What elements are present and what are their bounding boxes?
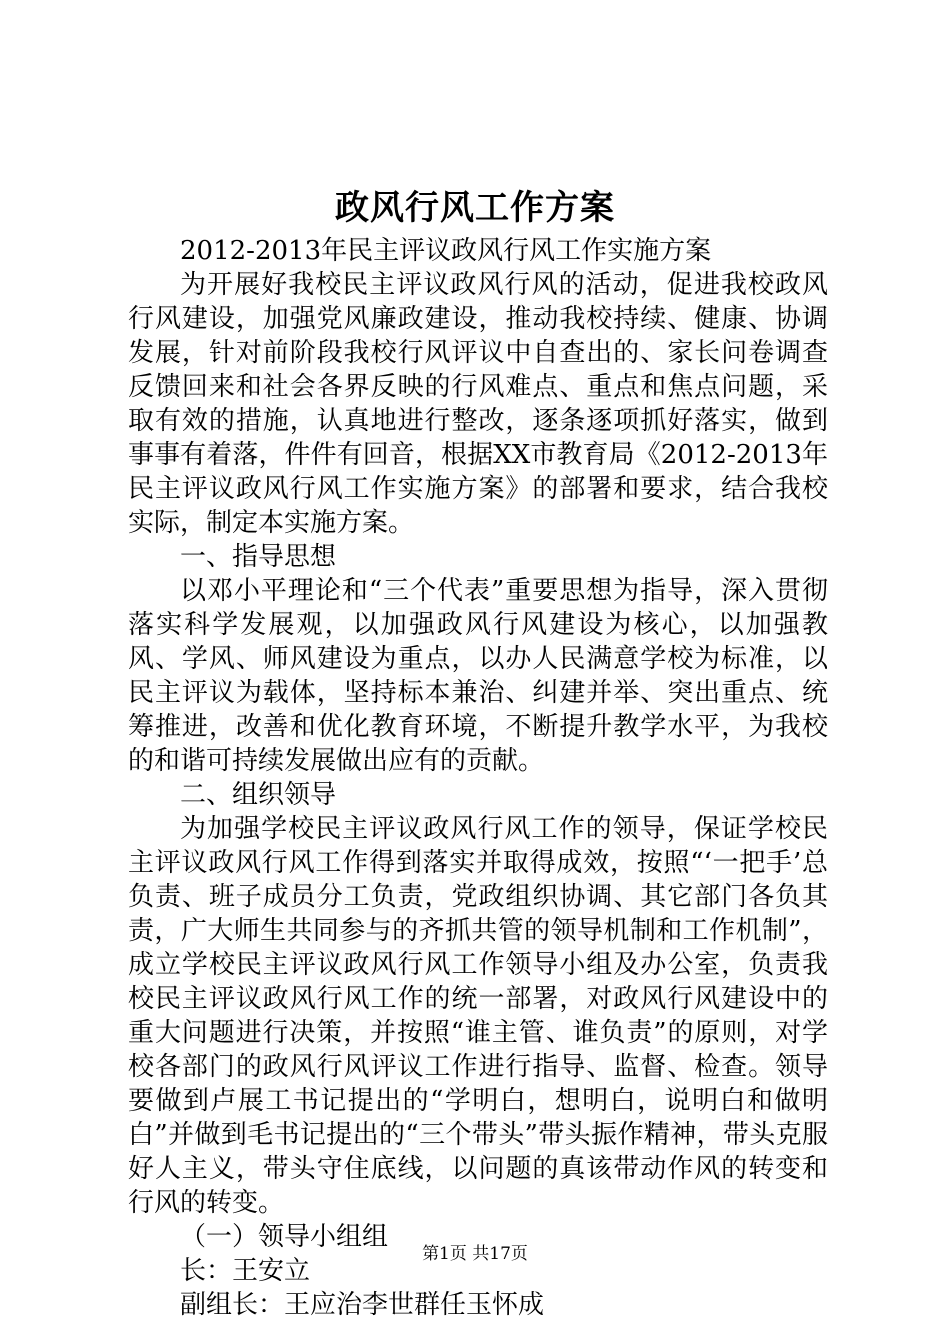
page-footer: 第1页 共17页 xyxy=(422,1244,528,1264)
guiding-thought-paragraph: 以邓小平理论和“三个代表”重要思想为指导，深入贯彻落实科学发展观，以加强政风行风建设为核心，以加强教风、学风、师风建设为重点，以办人民满意学校为标准，以民主评议为载体，坚持标本兼治、纠建并举、突出重点、统筹推进，改善和优化教育环境，不断提升教学水平，为我校的和谐可持续发展做出应有的贡献。 xyxy=(128,576,828,776)
section-heading-organization: 二、组织领导 xyxy=(180,780,337,810)
group-leader-line: 长：王安立 xyxy=(180,1256,311,1286)
subsection-heading-leading-group: （一）领导小组组 xyxy=(180,1222,389,1252)
document-title: 政风行风工作方案 xyxy=(335,188,615,228)
organization-paragraph: 为加强学校民主评议政风行风工作的领导，保证学校民主评议政风行风工作得到落实并取得成效，按照“‘一把手’总负责、班子成员分工负责，党政组织协调、其它部门各负其责，广大师生共同参与的齐抓共管的领导机制和工作机制”，成立学校民主评议政风行风工作领导小组及办公室，负责我校民主评议政风行风工作的统一部署，对政风行风建设中的重大问题进行决策，并按照“谁主管、谁负责”的原则，对学校各部门的政风行风评议工作进行指导、监督、检查。领导要做到卢展工书记提出的“学明白，想明白，说明白和做明白”并做到毛书记提出的“三个带头”带头振作精神，带头克服好人主义，带头守住底线，以问题的真该带动作风的转变和行风的转变。 xyxy=(128,814,828,1218)
deputy-leader-line: 副组长：王应治李世群任玉怀成 xyxy=(180,1290,545,1320)
subtitle-paragraph: 2012-2013年民主评议政风行风工作实施方案 xyxy=(180,236,712,266)
document-body xyxy=(128,234,828,1322)
section-heading-guiding-thought: 一、指导思想 xyxy=(180,542,337,572)
intro-paragraph: 为开展好我校民主评议政风行风的活动，促进我校政风行风建设，加强党风廉政建设，推动我校持续、健康、协调发展，针对前阶段我校行风评议中自查出的、家长问卷调查反馈回来和社会各界反映的行风难点、重点和焦点问题，采取有效的措施，认真地进行整改，逐条逐项抓好落实，做到事事有着落，件件有回音，根据XX市教育局《2012-2013年民主评议政风行风工作实施方案》的部署和要求，结合我校实际，制定本实施方案。 xyxy=(128,270,828,538)
